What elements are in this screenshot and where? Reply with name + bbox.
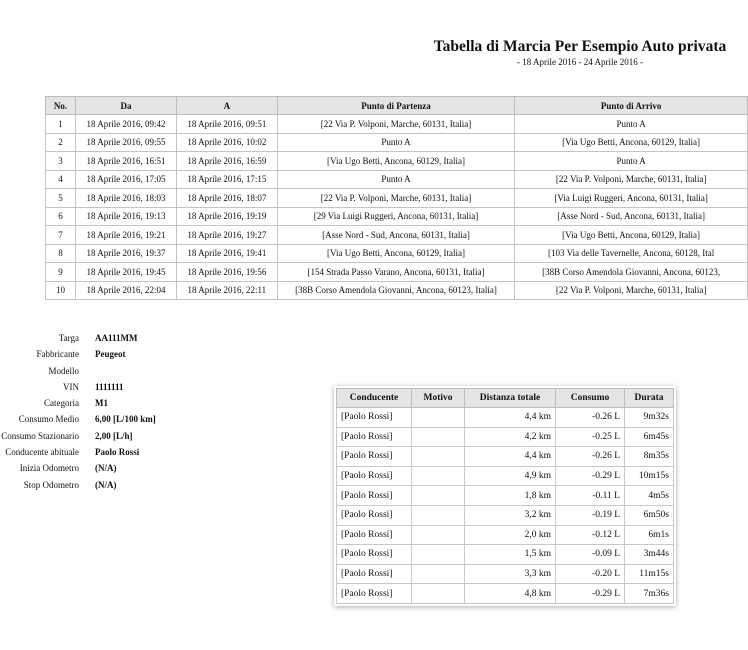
driver-row xyxy=(337,408,674,428)
driver-name: [Paolo Rossi] xyxy=(337,525,412,545)
column-header-partenza: Punto di Partenza xyxy=(277,97,514,115)
driver-reason xyxy=(412,525,465,545)
driver-reason xyxy=(412,486,465,506)
trips-body xyxy=(46,115,748,300)
driver-row xyxy=(337,427,674,447)
trip-arrival: [22 Via P. Volponi, Marche, 60131, Italia] xyxy=(515,170,748,189)
driver-row xyxy=(337,505,674,525)
driver-reason xyxy=(412,584,465,604)
vehicle-field-label: Targa xyxy=(58,333,79,343)
driver-name: [Paolo Rossi] xyxy=(337,408,412,428)
vehicle-field-label: Fabbricante xyxy=(36,349,79,360)
column-header-arrivo: Punto di Arrivo xyxy=(515,97,748,115)
driver-total-distance: 1,5 km xyxy=(465,545,556,565)
vehicle-field-value: 1111111 xyxy=(95,381,124,392)
vehicle-field-label: Conducente abituale xyxy=(5,447,79,458)
vehicle-field-value: (N/A) xyxy=(95,463,117,474)
trip-row xyxy=(46,226,748,245)
driver-row xyxy=(337,447,674,467)
driver-consumption: -0.26 L xyxy=(556,408,625,428)
driver-row xyxy=(337,486,674,506)
trip-departure: [Via Ugo Betti, Ancona, 60129, Italia] xyxy=(277,244,514,263)
vehicle-field-label: Categoria xyxy=(44,398,79,409)
trip-departure: [22 Via P. Volponi, Marche, 60131, Italia] xyxy=(277,189,514,208)
trip-number: 3 xyxy=(46,152,76,171)
trip-start-time: 18 Aprile 2016, 19:13 xyxy=(76,207,177,226)
driver-name: [Paolo Rossi] xyxy=(337,564,412,584)
trip-arrival: [Via Luigi Ruggeri, Ancona, 60131, Italia] xyxy=(515,189,748,208)
driver-reason xyxy=(412,466,465,486)
driver-reason xyxy=(412,564,465,584)
driver-consumption: -0.19 L xyxy=(556,505,625,525)
driver-name: [Paolo Rossi] xyxy=(337,584,412,604)
trip-number: 6 xyxy=(46,207,76,226)
driver-total-distance: 4,8 km xyxy=(465,584,556,604)
vehicle-field-label: Consumo Stazionario xyxy=(1,430,79,441)
driver-name: [Paolo Rossi] xyxy=(337,447,412,467)
column-header-no: No. xyxy=(46,97,76,115)
trips-header-row xyxy=(46,97,748,115)
trip-number: 4 xyxy=(46,170,76,189)
trip-end-time: 18 Aprile 2016, 16:59 xyxy=(176,152,277,171)
trip-start-time: 18 Aprile 2016, 09:55 xyxy=(76,133,177,152)
trip-start-time: 18 Aprile 2016, 19:45 xyxy=(76,263,177,282)
trip-arrival: Punto A xyxy=(515,115,748,134)
trip-number: 8 xyxy=(46,244,76,263)
driver-total-distance: 4,4 km xyxy=(465,408,556,428)
trip-start-time: 18 Aprile 2016, 17:05 xyxy=(76,170,177,189)
trip-arrival: [Asse Nord - Sud, Ancona, 60131, Italia] xyxy=(515,207,748,226)
driver-name: [Paolo Rossi] xyxy=(337,466,412,486)
driver-duration: 8m35s xyxy=(625,447,674,467)
trip-start-time: 18 Aprile 2016, 19:37 xyxy=(76,244,177,263)
driver-total-distance: 4,2 km xyxy=(465,427,556,447)
vehicle-field-value: M1 xyxy=(95,398,108,409)
trip-row xyxy=(46,189,748,208)
trips-table xyxy=(45,96,748,300)
trip-row xyxy=(46,133,748,152)
driver-summary-card xyxy=(334,386,676,606)
column-header-motivo: Motivo xyxy=(412,389,465,408)
driver-consumption: -0.29 L xyxy=(556,466,625,486)
trip-start-time: 18 Aprile 2016, 22:04 xyxy=(76,281,177,300)
driver-consumption: -0.20 L xyxy=(556,564,625,584)
vehicle-field-value: 2,00 [L/h] xyxy=(95,430,133,441)
trip-number: 1 xyxy=(46,115,76,134)
vehicle-field-label: Modello xyxy=(48,365,79,376)
trip-arrival: [Via Ugo Betti, Ancona, 60129, Italia] xyxy=(515,133,748,152)
trip-end-time: 18 Aprile 2016, 18:07 xyxy=(176,189,277,208)
trip-end-time: 18 Aprile 2016, 19:56 xyxy=(176,263,277,282)
driver-reason xyxy=(412,408,465,428)
column-header-a: A xyxy=(176,97,277,115)
trip-number: 10 xyxy=(46,281,76,300)
column-header-conducente: Conducente xyxy=(337,389,412,408)
driver-duration: 9m32s xyxy=(625,408,674,428)
driver-total-distance: 3,3 km xyxy=(465,564,556,584)
driver-total-distance: 3,2 km xyxy=(465,505,556,525)
driver-consumption: -0.09 L xyxy=(556,545,625,565)
driver-row xyxy=(337,525,674,545)
trip-row xyxy=(46,170,748,189)
driver-total-distance: 2,0 km xyxy=(465,525,556,545)
trip-departure: Punto A xyxy=(277,170,514,189)
trip-start-time: 18 Aprile 2016, 18:03 xyxy=(76,189,177,208)
driver-name: [Paolo Rossi] xyxy=(337,545,412,565)
vehicle-field-value: Paolo Rossi xyxy=(95,447,140,458)
drivers-body xyxy=(337,408,674,604)
driver-total-distance: 1,8 km xyxy=(465,486,556,506)
trip-departure: [Asse Nord - Sud, Ancona, 60131, Italia] xyxy=(277,226,514,245)
trip-row xyxy=(46,115,748,134)
column-header-consumo: Consumo xyxy=(556,389,625,408)
driver-row xyxy=(337,584,674,604)
driver-name: [Paolo Rossi] xyxy=(337,486,412,506)
trip-departure: [22 Via P. Volponi, Marche, 60131, Italia] xyxy=(277,115,514,134)
driver-consumption: -0.12 L xyxy=(556,525,625,545)
trip-end-time: 18 Aprile 2016, 22:11 xyxy=(176,281,277,300)
trip-arrival: [22 Via P. Volponi, Marche, 60131, Italia] xyxy=(515,281,748,300)
driver-duration: 6m1s xyxy=(625,525,674,545)
vehicle-field-label: Stop Odometro xyxy=(23,479,79,490)
driver-row xyxy=(337,466,674,486)
trip-end-time: 18 Aprile 2016, 19:19 xyxy=(176,207,277,226)
trip-number: 9 xyxy=(46,263,76,282)
trip-end-time: 18 Aprile 2016, 19:27 xyxy=(176,226,277,245)
trip-arrival: [38B Corso Amendola Giovanni, Ancona, 60123, xyxy=(515,263,748,282)
trip-start-time: 18 Aprile 2016, 19:21 xyxy=(76,226,177,245)
trip-departure: [Via Ugo Betti, Ancona, 60129, Italia] xyxy=(277,152,514,171)
driver-reason xyxy=(412,505,465,525)
vehicle-field-label: Consumo Medio xyxy=(18,414,79,425)
trip-arrival: Punto A xyxy=(515,152,748,171)
trip-row xyxy=(46,244,748,263)
driver-total-distance: 4,4 km xyxy=(465,447,556,467)
trip-row xyxy=(46,152,748,171)
driver-duration: 6m50s xyxy=(625,505,674,525)
driver-duration: 11m15s xyxy=(625,564,674,584)
vehicle-field-value: AA111MM xyxy=(95,333,138,343)
driver-consumption: -0.29 L xyxy=(556,584,625,604)
trip-departure: Punto A xyxy=(277,133,514,152)
column-header-distanza: Distanza totale xyxy=(465,389,556,408)
trip-end-time: 18 Aprile 2016, 19:41 xyxy=(176,244,277,263)
column-header-da: Da xyxy=(76,97,177,115)
vehicle-field-label: Inizia Odometro xyxy=(19,463,79,474)
report-title: Tabella di Marcia Per Esempio Auto privata xyxy=(433,38,727,55)
trip-row xyxy=(46,207,748,226)
driver-summary-table xyxy=(336,388,674,604)
trip-end-time: 18 Aprile 2016, 09:51 xyxy=(176,115,277,134)
trip-number: 7 xyxy=(46,226,76,245)
driver-duration: 4m5s xyxy=(625,486,674,506)
trip-departure: [29 Via Luigi Ruggeri, Ancona, 60131, Italia] xyxy=(277,207,514,226)
trip-row xyxy=(46,281,748,300)
driver-consumption: -0.11 L xyxy=(556,486,625,506)
trip-departure: [38B Corso Amendola Giovanni, Ancona, 60123, Italia] xyxy=(277,281,514,300)
driver-row xyxy=(337,545,674,565)
driver-duration: 10m15s xyxy=(625,466,674,486)
driver-consumption: -0.26 L xyxy=(556,447,625,467)
driver-name: [Paolo Rossi] xyxy=(337,427,412,447)
driver-reason xyxy=(412,545,465,565)
vehicle-field-value: (N/A) xyxy=(95,479,117,490)
driver-duration: 6m45s xyxy=(625,427,674,447)
trip-arrival: [Via Ugo Betti, Ancona, 60129, Italia] xyxy=(515,226,748,245)
driver-consumption: -0.25 L xyxy=(556,427,625,447)
trip-row xyxy=(46,263,748,282)
vehicle-field-value: 6,00 [L/100 km] xyxy=(95,414,156,425)
trip-departure: [154 Strada Passo Varano, Ancona, 60131, Italia] xyxy=(277,263,514,282)
driver-header-row xyxy=(337,389,674,408)
driver-duration: 7m36s xyxy=(625,584,674,604)
trip-end-time: 18 Aprile 2016, 10:02 xyxy=(176,133,277,152)
trip-number: 5 xyxy=(46,189,76,208)
driver-duration: 3m44s xyxy=(625,545,674,565)
vehicle-field-label: VIN xyxy=(63,381,79,392)
trip-number: 2 xyxy=(46,133,76,152)
report-date-range: - 18 Aprile 2016 - 24 Aprile 2016 - xyxy=(517,57,643,67)
trip-end-time: 18 Aprile 2016, 17:15 xyxy=(176,170,277,189)
driver-reason xyxy=(412,427,465,447)
driver-row xyxy=(337,564,674,584)
trip-start-time: 18 Aprile 2016, 09:42 xyxy=(76,115,177,134)
vehicle-field-value: Peugeot xyxy=(95,349,126,360)
column-header-durata: Durata xyxy=(625,389,674,408)
trip-start-time: 18 Aprile 2016, 16:51 xyxy=(76,152,177,171)
trip-arrival: [103 Via delle Tavernelle, Ancona, 60128, Ital xyxy=(515,244,748,263)
driver-reason xyxy=(412,447,465,467)
driver-name: [Paolo Rossi] xyxy=(337,505,412,525)
driver-total-distance: 4,9 km xyxy=(465,466,556,486)
